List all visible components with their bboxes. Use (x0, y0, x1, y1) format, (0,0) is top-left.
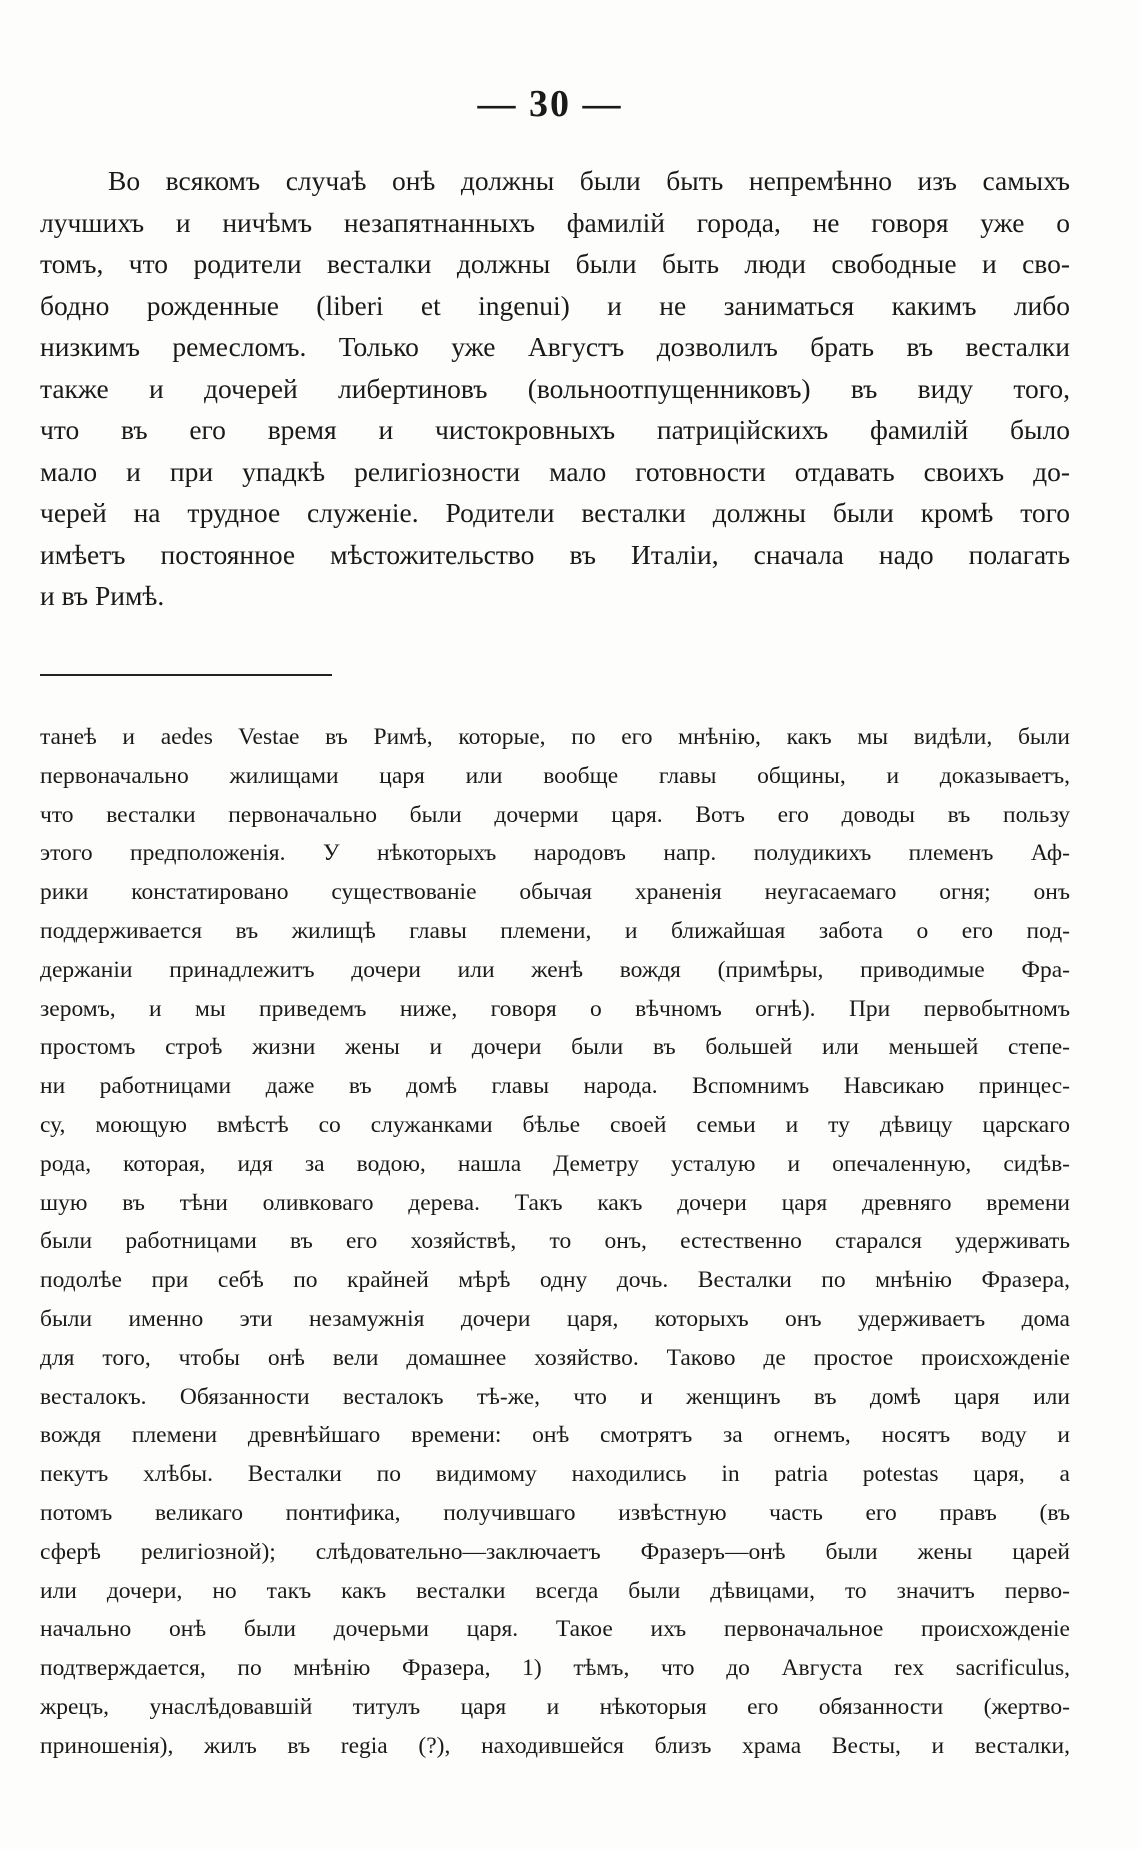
footnote-line: держаніи принадлежитъ дочери или женѣ вождя (примѣры, приводимые Фра- (40, 956, 1070, 983)
footnote-line: первоначально жилищами царя или вообще главы общины, и доказываетъ, (40, 762, 1070, 789)
footnote-line: потомъ великаго понтифика, получившаго извѣстную часть его правъ (въ (40, 1499, 1070, 1526)
main-line: мало и при упадкѣ религіозности мало готовности отдавать своихъ до- (40, 455, 1070, 487)
main-line: что въ его время и чистокровныхъ патриційскихъ фамилій было (40, 414, 1070, 445)
main-line: также и дочерей либертиновъ (вольноотпущенниковъ) въ виду того, (40, 372, 1070, 404)
footnote-line: шую въ тѣни оливковаго дерева. Такъ какъ дочери царя древняго времени (40, 1189, 1070, 1216)
footnote-line: рода, которая, идя за водою, нашла Деметру усталую и опечаленную, сидѣв- (40, 1150, 1070, 1177)
main-line: бодно рожденные (liberi et ingenui) и не заниматься какимъ либо (40, 289, 1070, 321)
footnote-line: этого предположенія. У нѣкоторыхъ народовъ напр. полудикихъ племенъ Аф- (40, 840, 1070, 867)
footnote-line: су, моющую вмѣстѣ со служанками бѣлье своей семьи и ту дѣвицу царскаго (40, 1111, 1070, 1138)
footnote (40, 718, 1070, 1766)
footnote-line: ни работницами даже въ домѣ главы народа. Вспомнимъ Навсикаю принцес- (40, 1073, 1070, 1100)
main-line: низкимъ ремесломъ. Только уже Августъ дозволилъ брать въ весталки (40, 331, 1070, 362)
footnote-line: подолѣе при себѣ по крайней мѣрѣ одну дочь. Весталки по мнѣнію Фразера, (40, 1267, 1070, 1294)
footnote-line: для того, чтобы онѣ вели домашнее хозяйство. Таково де простое происхожденіе (40, 1344, 1070, 1371)
footnote-line: жрецъ, унаслѣдовавшій титулъ царя и нѣкоторыя его обязанности (жертво- (40, 1693, 1070, 1720)
footnote-line: поддерживается въ жилищѣ главы племени, и ближайшая забота о его под- (40, 917, 1070, 944)
footnote-line: или дочери, но такъ какъ весталки всегда были дѣвицами, то значитъ перво- (40, 1577, 1070, 1604)
footnote-line: что весталки первоначально были дочерми царя. Вотъ его доводы въ пользу (40, 801, 1070, 828)
footnote-line: подтверждается, по мнѣнію Фразера, 1) тѣмъ, что до Августа rex sacrificulus, (40, 1655, 1070, 1682)
footnote-line: весталокъ. Обязанности весталокъ тѣ-же, что и женщинъ въ домѣ царя или (40, 1383, 1070, 1410)
main-line: Во всякомъ случаѣ онѣ должны были быть непремѣнно изъ самыхъ (108, 165, 1070, 196)
footnote-line: были работницами въ его хозяйствѣ, то онъ, естественно старался удерживать (40, 1228, 1070, 1255)
footnote-line: зеромъ, и мы приведемъ ниже, говоря о вѣчномъ огнѣ). При первобытномъ (40, 995, 1070, 1022)
footnote-line: рики констатировано существованіе обычая храненія неугасаемаго огня; онъ (40, 879, 1070, 906)
footnote-line: вождя племени древнѣйшаго времени: онѣ смотрятъ за огнемъ, носятъ воду и (40, 1422, 1070, 1449)
footnote-line: приношенія), жилъ въ regia (?), находившейся близъ храма Весты, и весталки, (40, 1732, 1070, 1759)
main-line: томъ, что родители весталки должны были быть люди свободные и сво- (40, 248, 1070, 279)
main-line: имѣетъ постоянное мѣстожительство въ Италіи, сначала надо полагать (40, 538, 1070, 570)
main-line: лучшихъ и ничѣмъ незапятнанныхъ фамилій города, не говоря уже о (40, 206, 1070, 238)
footnote-line: простомъ строѣ жизни жены и дочери были въ большей или меньшей степе- (40, 1034, 1070, 1061)
footnote-line: были именно эти незамужнія дочери царя, которыхъ онъ удерживаетъ дома (40, 1305, 1070, 1332)
footnote-line: пекутъ хлѣбы. Весталки по видимому находились in patria potestas царя, а (40, 1461, 1070, 1488)
footnote-line: сферѣ религіозной); слѣдовательно—заключаетъ Фразеръ—онѣ были жены царей (40, 1538, 1070, 1565)
main-line: черей на трудное служеніе. Родители весталки должны были кромѣ того (40, 497, 1070, 528)
main-paragraph (40, 160, 1070, 617)
page-number: — 30 — (477, 83, 623, 125)
footnote-line: танеѣ и aedes Vestae въ Римѣ, которые, по его мнѣнію, какъ мы видѣли, были (40, 724, 1070, 750)
main-line: и въ Римѣ. (40, 580, 165, 611)
footnote-line: начально онѣ были дочерьми царя. Такое ихъ первоначальное происхожденіе (40, 1616, 1070, 1643)
footnote-divider (40, 674, 332, 676)
